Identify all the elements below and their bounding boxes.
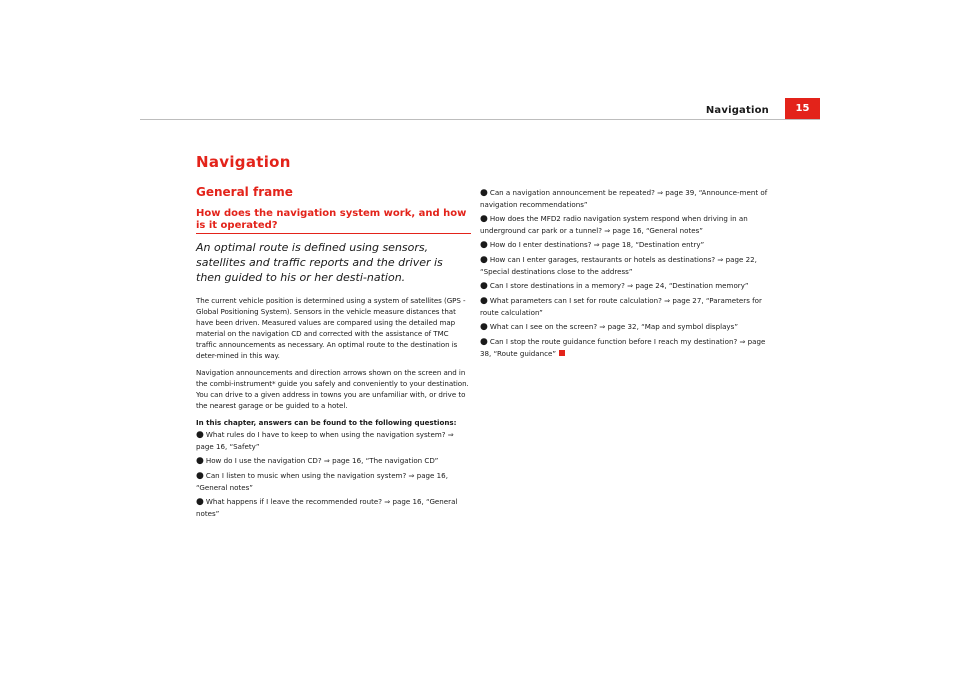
list-item-text: Can I store destinations in a memory? ⇒ page 24, “Destination memory”	[489, 281, 749, 290]
list-item	[480, 295, 770, 318]
bullet-icon: ●	[480, 322, 488, 332]
list-item	[480, 280, 770, 292]
list-item-text: Can a navigation announcement be repeated? ⇒ page 39, “Announce-ment of navigation recommendations”	[480, 188, 768, 209]
list-item	[480, 254, 770, 277]
bullet-icon: ●	[196, 497, 204, 507]
list-item	[480, 239, 770, 251]
bullet-icon: ●	[480, 296, 488, 306]
left-column	[196, 150, 471, 522]
right-column	[480, 187, 770, 362]
list-item	[480, 213, 770, 236]
page-number-badge	[785, 98, 820, 119]
header-divider	[140, 119, 820, 120]
bullet-icon: ●	[196, 430, 204, 440]
bullet-icon: ●	[480, 255, 488, 265]
section-title: General frame	[196, 185, 293, 199]
list-item-text: How do I enter destinations? ⇒ page 18, “Destination entry”	[489, 240, 705, 249]
list-item-text: What parameters can I set for route calculation? ⇒ page 27, “Parameters for route calculation”	[480, 296, 762, 317]
list-item	[196, 429, 471, 452]
questions-heading: In this chapter, answers can be found to the following questions:	[196, 418, 457, 427]
bullet-icon: ●	[480, 240, 488, 250]
page-number: 15	[795, 103, 810, 114]
bullet-icon: ●	[480, 281, 488, 291]
running-header-title: Navigation	[705, 105, 769, 116]
intro-text: An optimal route is defined using sensors, satellites and traffic reports and the driver is then guided to his or her desti-nation.	[196, 241, 443, 284]
bullet-icon: ●	[480, 337, 488, 347]
list-item	[480, 336, 770, 359]
list-item-text: What happens if I leave the recommended route? ⇒ page 16, “General notes”	[196, 497, 458, 518]
body-paragraph: Navigation announcements and direction arrows shown on the screen and in the combi-instrument* guide you safely and conveniently to your destination. You can drive to a given address in towns you are unfamiliar with, or drive to the nearest garage or be guided to a hotel.	[196, 368, 469, 410]
list-item-text: Can I stop the route guidance function before I reach my destination? ⇒ page 38, “Route guidance”	[480, 337, 766, 358]
bullet-icon: ●	[196, 471, 204, 481]
page-header	[0, 0, 960, 120]
list-item	[196, 455, 471, 467]
list-item-text: Can I listen to music when using the navigation system? ⇒ page 16, “General notes”	[196, 471, 448, 492]
list-item	[196, 470, 471, 493]
list-item-text: What can I see on the screen? ⇒ page 32, “Map and symbol displays”	[489, 322, 739, 331]
end-of-section-icon	[559, 350, 565, 356]
left-question-list	[196, 429, 471, 519]
list-item-text: How do I use the navigation CD? ⇒ page 16, “The navigation CD”	[205, 456, 439, 465]
body-paragraph: The current vehicle position is determined using a system of satellites (GPS - Global Positioning System). Sensors in the vehicle measure distances that have been driven. Measured values are compared using the detailed map material on the navigation CD and corrected with the assistance of TMC traffic announcements as necessary. An optimal route to the destination is deter-mined in this way.	[196, 296, 466, 360]
list-item	[480, 187, 770, 210]
list-item-text: What rules do I have to keep to when using the navigation system? ⇒ page 16, “Safety”	[196, 430, 454, 451]
chapter-title: Navigation	[196, 153, 291, 171]
question-title: How does the navigation system work, and how is it operated?	[196, 208, 467, 231]
list-item	[480, 321, 770, 333]
list-item-text: How can I enter garages, restaurants or hotels as destinations? ⇒ page 22, “Special destinations close to the address”	[480, 255, 757, 276]
question-underline	[196, 233, 471, 234]
list-item-text: How does the MFD2 radio navigation system respond when driving in an underground car park or a tunnel? ⇒ page 16, “General notes”	[480, 214, 748, 235]
bullet-icon: ●	[196, 456, 204, 466]
bullet-icon: ●	[480, 214, 488, 224]
list-item	[196, 496, 471, 519]
right-question-list	[480, 187, 770, 359]
bullet-icon: ●	[480, 188, 488, 198]
